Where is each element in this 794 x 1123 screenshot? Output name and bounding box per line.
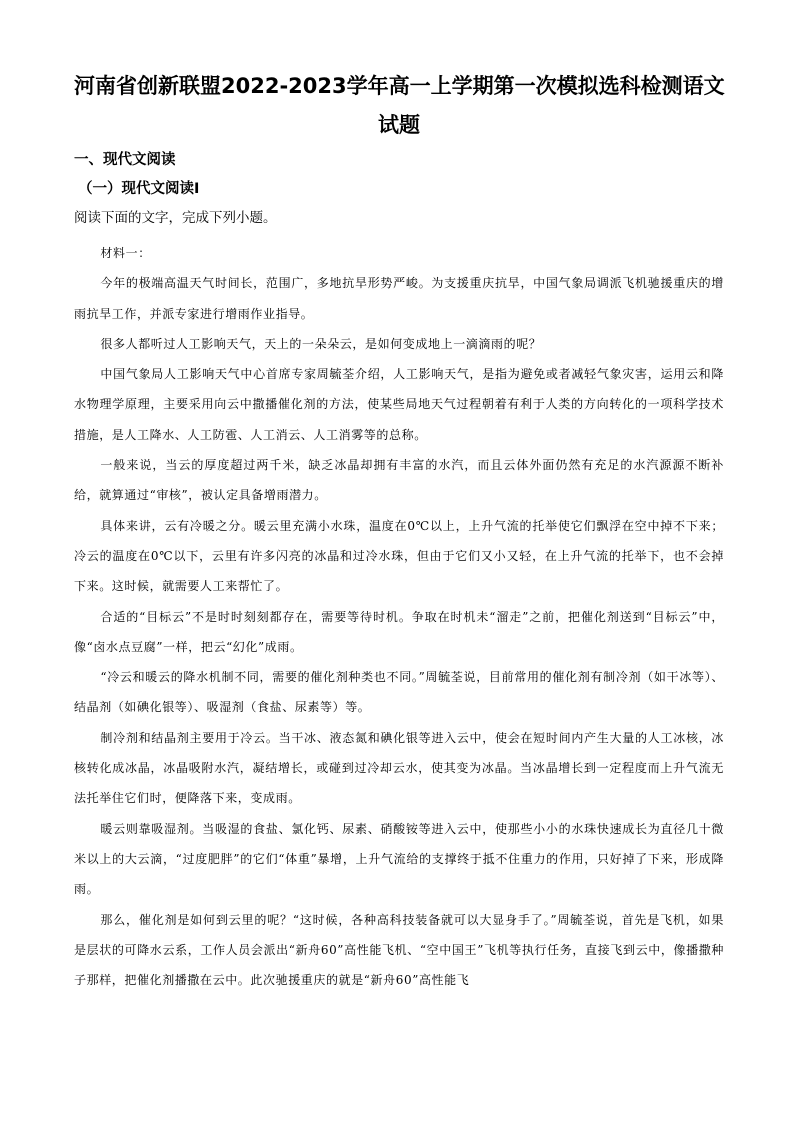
document-title-line-1: 河南省创新联盟2022-2023学年高一上学期第一次模拟选科检测语文 (74, 74, 725, 98)
passage-paragraph: 中国气象局人工影响天气中心首席专家周毓荃介绍，人工影响天气，是指为避免或者减轻气象灾害，运用云和降水物理学原理，主要采用向云中撒播催化剂的方法，使某些局地天气过程朝着有利于人类的方向转化的一项科学技术措施，是人工降水、人工防雹、人工消云、人工消雾等的总称。 (74, 367, 724, 442)
passage-paragraph: 暖云则靠吸湿剂。当吸湿的食盐、氯化钙、尿素、硝酸铵等进入云中，使那些小小的水珠快速成长为直径几十微米以上的大云滴，“过度肥胖”的它们“体重”暴增，上升气流给的支撑终于抵不住重力的作用，只好掉了下来，形成降雨。 (74, 821, 724, 897)
passage-paragraph: 合适的“目标云”不是时时刻刻都存在，需要等待时机。争取在时机未“溜走”之前，把催化剂送到“目标云”中，像“卤水点豆腐”一样，把云“幻化”成雨。 (74, 609, 724, 654)
passage-body (74, 238, 724, 995)
document-title-line-2: 试题 (378, 113, 420, 137)
passage-paragraph: 具体来讲，云有冷暖之分。暖云里充满小水珠，温度在0℃以上，上升气流的托举使它们飘浮在空中掉不下来；冷云的温度在0℃以下，云里有许多闪亮的冰晶和过冷水珠，但由于它们又小又轻，在上升气流的托举下，也不会掉下来。这时候，就需要人工来帮忙了。 (74, 518, 724, 594)
section-heading: 一、现代文阅读 (74, 152, 176, 168)
passage-paragraph: “冷云和暖云的降水机制不同，需要的催化剂种类也不同。”周毓荃说，目前常用的催化剂有制冷剂（如干冰等）、结晶剂（如碘化银等）、吸湿剂（食盐、尿素等）等。 (74, 670, 724, 715)
subsection-heading: （一）现代文阅读Ⅰ (78, 181, 200, 197)
passage-paragraph: 很多人都听过人工影响天气，天上的一朵朵云，是如何变成地上一滴滴雨的呢？ (100, 336, 542, 351)
passage-paragraph: 一般来说，当云的厚度超过两千米，缺乏冰晶却拥有丰富的水汽，而且云体外面仍然有充足的水汽源源不断补给，就算通过“审核”，被认定具备增雨潜力。 (74, 458, 724, 503)
passage-paragraph: 那么，催化剂是如何到云里的呢？“这时候，各种高科技装备就可以大显身手了。”周毓荃说，首先是飞机，如果是层状的可降水云系，工作人员会派出“新舟60”高性能飞机、“空中国王”飞机等执行任务，直接飞到云中，像播撒种子那样，把催化剂播撒在云中。此次驰援重庆的就是“新舟60”高性能飞 (74, 912, 724, 988)
passage-paragraph: 制冷剂和结晶剂主要用于冷云。当干冰、液态氮和碘化银等进入云中，使会在短时间内产生大量的人工冰核，冰核转化成冰晶，冰晶吸附水汽，凝结增长，或碰到过冷却云水，使其变为冰晶。当冰晶增长到一定程度而上升气流无法托举住它们时，便降落下来，变成雨。 (74, 730, 724, 806)
passage-paragraph: 材料一： (100, 246, 151, 260)
reading-instruction: 阅读下面的文字，完成下列小题。 (74, 210, 277, 226)
passage-paragraph: 今年的极端高温天气时间长，范围广，多地抗旱形势严峻。为支援重庆抗旱，中国气象局调派飞机驰援重庆的增雨抗旱工作，并派专家进行增雨作业指导。 (74, 276, 724, 321)
